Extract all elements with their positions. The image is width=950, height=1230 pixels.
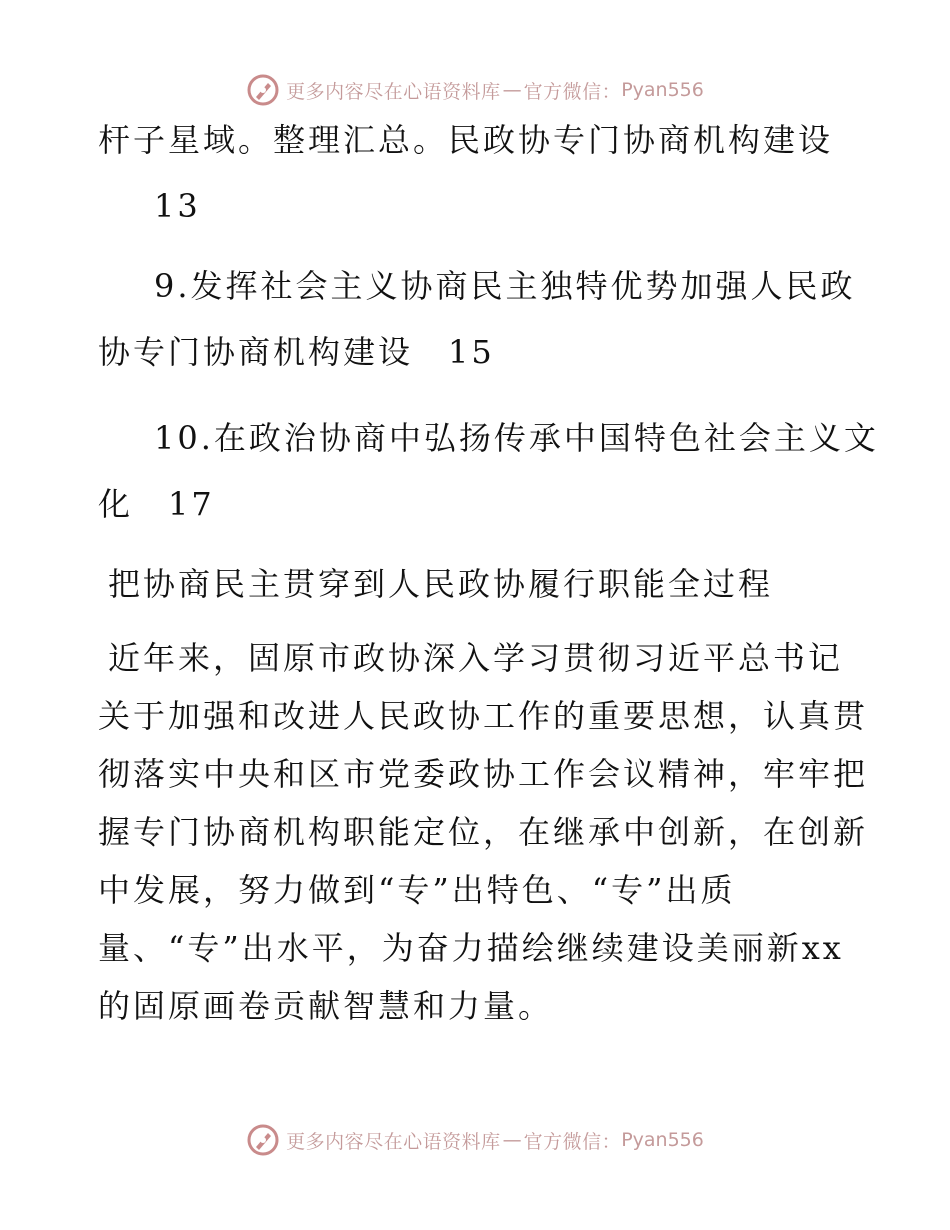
- document-body: [98, 118, 879, 1028]
- watermark-account-label: 官方微信：: [523, 1130, 622, 1153]
- article-line: 的固原画卷贡献智慧和力量。: [98, 987, 554, 1025]
- watermark-account-handle: Pyan556: [621, 79, 704, 101]
- article-line: 量、“专”出水平，为奋力描绘继续建设美丽新xx: [98, 929, 844, 967]
- watermark-separator: —: [502, 1129, 522, 1151]
- toc-item-10-line-2: 化 17: [98, 485, 215, 523]
- article-title: 把协商民主贯穿到人民政协履行职能全过程: [108, 565, 774, 603]
- toc-item-8-page: 13: [154, 187, 201, 225]
- toc-item-10-line-1: 10.在政治协商中弘扬传承中国特色社会主义文: [154, 419, 879, 457]
- header-watermark: [0, 70, 950, 110]
- toc-item-8-text: 杆子星域。整理汇总。民政协专门协商机构建设: [98, 121, 834, 159]
- article-paragraph: [98, 636, 868, 1028]
- footer-watermark: [0, 1120, 950, 1160]
- article-line: 彻落实中央和区市党委政协工作会议精神，牢牢把: [98, 755, 869, 793]
- toc-item-9-line-1: 9.发挥社会主义协商民主独特优势加强人民政: [154, 267, 856, 305]
- watermark-separator: —: [502, 79, 522, 101]
- watermark-account-label: 官方微信：: [523, 80, 622, 103]
- watermark-brand-text: 更多内容尽在心语资料库: [286, 80, 501, 103]
- watermark-account-handle: Pyan556: [621, 1129, 704, 1151]
- article-line: 关于加强和改进人民政协工作的重要思想，认真贯: [98, 697, 869, 735]
- pen-nib-circle-icon: [246, 1123, 280, 1157]
- pen-nib-circle-icon: [246, 73, 280, 107]
- article-line: 近年来，固原市政协深入学习贯彻习近平总书记: [108, 639, 844, 677]
- article-line: 中发展，努力做到“专”出特色、“专”出质: [98, 871, 736, 909]
- toc-item-9-line-2: 协专门协商机构建设 15: [98, 333, 495, 371]
- article-line: 握专门协商机构职能定位，在继承中创新，在创新: [98, 813, 869, 851]
- watermark-brand-text: 更多内容尽在心语资料库: [286, 1130, 501, 1153]
